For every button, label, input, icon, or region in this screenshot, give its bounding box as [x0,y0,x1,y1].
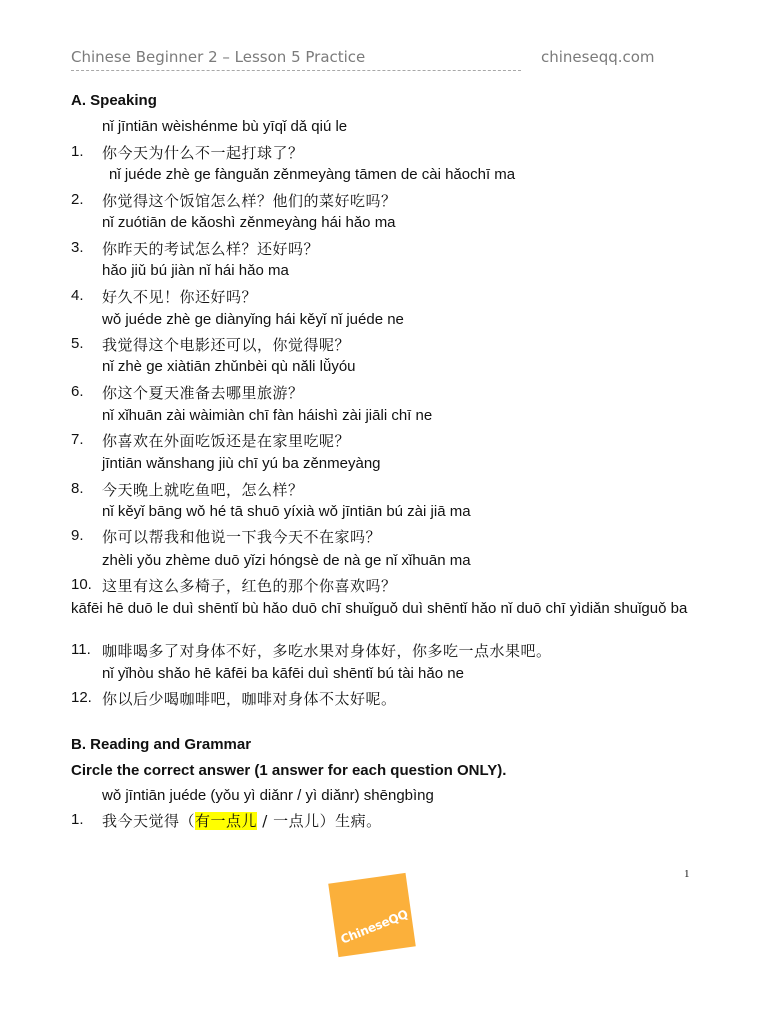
instruction-text: Circle the correct answer (1 answer for each question ONLY). [71,762,507,779]
page-header [71,48,661,68]
hanzi-line: 你以后少喝咖啡吧，咖啡对身体不太好呢。 [102,690,397,708]
hanzi-line: 你今天为什么不一起打球了？ [102,144,304,162]
hanzi-part: 我今天觉得（ [102,812,196,830]
item-number: 1. [71,143,84,160]
item-number: 8. [71,480,84,497]
pinyin-line: nǐ xǐhuān zài wàimiàn chī fàn háishì zài jiāli chī ne [102,407,433,424]
hanzi-part: / 一点儿）生病。 [257,812,382,830]
item-number: 12. [71,689,92,706]
hanzi-line: 好久不见！你还好吗？ [102,288,258,306]
hanzi-line: 这里有这么多椅子，红色的那个你喜欢吗？ [102,577,397,595]
pinyin-line: wǒ juéde zhè ge diànyǐng hái kěyǐ nǐ juéde ne [102,311,404,328]
item-number: 1. [71,811,84,828]
pinyin-line: nǐ jīntiān wèishénme bù yīqǐ dǎ qiú le [102,118,348,135]
section-a-title: A. Speaking [71,92,157,109]
site-name: chineseqq.com [541,48,655,66]
highlighted-answer: 有一点儿 [195,812,258,830]
pinyin-line: kāfēi hē duō le duì shēntǐ bù hǎo duō chī shuǐguǒ duì shēntǐ hǎo nǐ duō chī yìdiǎn shuǐguǒ ba [71,600,688,617]
section-b-title: B. Reading and Grammar [71,736,252,753]
item-number: 9. [71,527,84,544]
item-number: 6. [71,383,84,400]
item-number: 10. [71,576,92,593]
item-number: 11. [71,641,91,658]
header-divider [71,70,521,71]
hanzi-line: 我觉得这个电影还可以，你觉得呢？ [102,336,351,354]
pinyin-line: nǐ juéde zhè ge fànguǎn zěnmeyàng tāmen de cài hǎochī ma [109,166,516,183]
page-number: 1 [684,868,690,880]
logo-text: ChineseQQ [338,906,410,947]
hanzi-line: 今天晚上就吃鱼吧，怎么样？ [102,481,304,499]
pinyin-line: nǐ zuótiān de kǎoshì zěnmeyàng hái hǎo ma [102,214,396,231]
hanzi-line: 你觉得这个饭馆怎么样？他们的菜好吃吗？ [102,192,397,210]
pinyin-line: jīntiān wǎnshang jiù chī yú ba zěnmeyàng [102,455,381,472]
item-number: 2. [71,191,84,208]
item-number: 3. [71,239,84,256]
pinyin-line: zhèli yǒu zhème duō yǐzi hóngsè de nà ge nǐ xǐhuān ma [102,552,471,569]
item-number: 4. [71,287,84,304]
hanzi-line [102,810,382,831]
hanzi-line: 你喜欢在外面吃饭还是在家里吃呢？ [102,432,351,450]
item-number: 7. [71,431,84,448]
document-title: Chinese Beginner 2 – Lesson 5 Practice [71,48,366,66]
hanzi-line: 咖啡喝多了对身体不好，多吃水果对身体好，你多吃一点水果吧。 [102,642,552,660]
hanzi-line: 你这个夏天准备去哪里旅游？ [102,384,304,402]
hanzi-line: 你昨天的考试怎么样？还好吗？ [102,240,320,258]
pinyin-line: hǎo jiǔ bú jiàn nǐ hái hǎo ma [102,262,289,279]
pinyin-line: nǐ zhè ge xiàtiān zhǔnbèi qù nǎli lǚyóu [102,358,356,375]
item-number: 5. [71,335,84,352]
hanzi-line: 你可以帮我和他说一下我今天不在家吗？ [102,528,382,546]
chineseqq-logo [328,873,416,957]
pinyin-line: wǒ jīntiān juéde (yǒu yì diǎnr / yì diǎnr) shēngbìng [102,787,434,804]
pinyin-line: nǐ yǐhòu shǎo hē kāfēi ba kāfēi duì shēntǐ bú tài hǎo ne [102,665,464,682]
pinyin-line: nǐ kěyǐ bāng wǒ hé tā shuō yíxià wǒ jīntiān bú zài jiā ma [102,503,471,520]
